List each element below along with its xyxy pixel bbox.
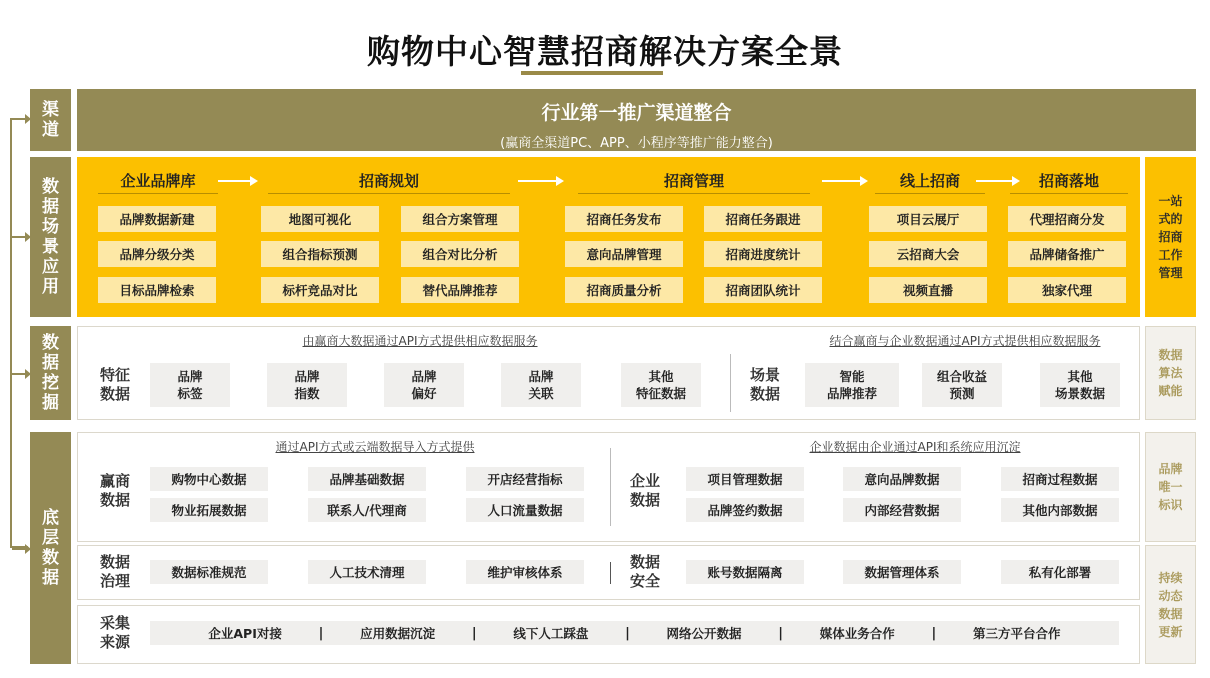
label-base: 底 层 数 据 xyxy=(30,432,71,664)
scene-item: 招商任务跟进 xyxy=(704,206,822,232)
right-label-base: 品牌 唯一 标识 xyxy=(1145,432,1196,542)
source-item: 应用数据沉淀 xyxy=(360,625,436,641)
title-underline xyxy=(521,71,663,75)
label-channel: 渠 道 xyxy=(30,89,71,151)
source-item: 线下人工踩盘 xyxy=(513,625,589,641)
source-item: 第三方平台合作 xyxy=(973,625,1061,641)
scene-item: 独家代理 xyxy=(1008,277,1126,303)
scene-item: 代理招商分发 xyxy=(1008,206,1126,232)
enterprise-item: 内部经营数据 xyxy=(843,498,961,522)
security-item: 账号数据隔离 xyxy=(686,560,804,584)
sources-label: 采集 来源 xyxy=(99,614,130,651)
feature-data-label: 特征 数据 xyxy=(99,366,130,403)
stage-line xyxy=(1010,193,1128,194)
label-mining: 数 据 挖 掘 xyxy=(30,326,71,420)
scene-item: 标杆竞品对比 xyxy=(261,277,379,303)
bracket-arrow-base xyxy=(12,548,28,550)
governance-label: 数据 治理 xyxy=(99,553,130,590)
scene-item: 项目云展厅 xyxy=(869,206,987,232)
scene-item: 意向品牌管理 xyxy=(565,241,683,267)
source-item: 企业API对接 xyxy=(208,625,282,641)
winshang-item: 联系人/代理商 xyxy=(308,498,426,522)
stage-brand-library: 企业品牌库 xyxy=(120,172,196,190)
base-note-right: 企业数据由企业通过API和系统应用沉淀 xyxy=(809,440,1021,454)
label-scene: 数 据 场 景 应 用 xyxy=(30,157,71,317)
feature-item: 品牌 偏好 xyxy=(384,363,464,407)
winshang-item: 开店经营指标 xyxy=(466,467,584,491)
divider xyxy=(610,562,611,584)
source-separator: | xyxy=(625,625,630,641)
arrow-icon xyxy=(822,180,866,182)
source-separator: | xyxy=(778,625,784,641)
source-item: 网络公开数据 xyxy=(666,625,742,641)
feature-item: 品牌 关联 xyxy=(501,363,581,407)
governance-item: 维护审核体系 xyxy=(466,560,584,584)
winshang-data-label: 赢商 数据 xyxy=(99,472,130,509)
scene-data-item: 其他 场景数据 xyxy=(1040,363,1120,407)
divider xyxy=(610,448,611,526)
scene-item: 组合对比分析 xyxy=(401,241,519,267)
enterprise-item: 其他内部数据 xyxy=(1001,498,1119,522)
feature-item: 其他 特征数据 xyxy=(621,363,701,407)
security-item: 数据管理体系 xyxy=(843,560,961,584)
feature-item: 品牌 标签 xyxy=(150,363,230,407)
winshang-item: 购物中心数据 xyxy=(150,467,268,491)
scene-item: 云招商大会 xyxy=(869,241,987,267)
scene-item: 视频直播 xyxy=(869,277,987,303)
divider xyxy=(730,354,731,412)
feature-item: 品牌 指数 xyxy=(267,363,347,407)
bracket-arrow-scene xyxy=(12,236,28,238)
stage-line xyxy=(875,193,985,194)
bracket-arrow-channel xyxy=(12,118,28,120)
bracket-arrow-mining xyxy=(12,373,28,375)
source-separator: | xyxy=(931,625,937,641)
winshang-item: 人口流量数据 xyxy=(466,498,584,522)
source-separator: | xyxy=(471,625,477,641)
page-title: 购物中心智慧招商解决方案全景 xyxy=(367,32,843,71)
winshang-item: 物业拓展数据 xyxy=(150,498,268,522)
enterprise-item: 品牌签约数据 xyxy=(686,498,804,522)
stage-online: 线上招商 xyxy=(899,172,960,190)
sources-bar xyxy=(150,621,1119,645)
security-item: 私有化部署 xyxy=(1001,560,1119,584)
mining-note-left: 由赢商大数据通过API方式提供相应数据服务 xyxy=(302,334,538,348)
right-label-scene: 一站 式的 招商 工作 管理 xyxy=(1145,157,1196,317)
enterprise-item: 项目管理数据 xyxy=(686,467,804,491)
scene-item: 招商进度统计 xyxy=(704,241,822,267)
scene-item: 品牌数据新建 xyxy=(98,206,216,232)
governance-item: 人工技术清理 xyxy=(308,560,426,584)
scene-data-item: 智能 品牌推荐 xyxy=(805,363,899,407)
stage-line xyxy=(98,193,218,194)
stage-line xyxy=(268,193,510,194)
stage-line xyxy=(578,193,810,194)
scene-item: 招商质量分析 xyxy=(565,277,683,303)
stage-planning: 招商规划 xyxy=(358,172,419,190)
scene-item: 替代品牌推荐 xyxy=(401,277,519,303)
channel-subtitle: (赢商全渠道PC、APP、小程序等推广能力整合) xyxy=(500,136,773,151)
security-label: 数据 安全 xyxy=(629,553,660,590)
mining-note-right: 结合赢商与企业数据通过API方式提供相应数据服务 xyxy=(829,334,1101,348)
governance-item: 数据标准规范 xyxy=(150,560,268,584)
stage-landing: 招商落地 xyxy=(1038,172,1099,190)
scene-data-label: 场景 数据 xyxy=(749,366,780,403)
scene-item: 招商团队统计 xyxy=(704,277,822,303)
scene-item: 招商任务发布 xyxy=(565,206,683,232)
channel-title: 行业第一推广渠道整合 xyxy=(541,102,732,124)
winshang-item: 品牌基础数据 xyxy=(308,467,426,491)
scene-data-item: 组合收益 预测 xyxy=(922,363,1002,407)
scene-item: 组合方案管理 xyxy=(401,206,519,232)
stage-management: 招商管理 xyxy=(663,172,724,190)
enterprise-item: 招商过程数据 xyxy=(1001,467,1119,491)
scene-item: 品牌分级分类 xyxy=(98,241,216,267)
source-item: 媒体业务合作 xyxy=(819,625,895,641)
right-label-mining: 数据 算法 赋能 xyxy=(1145,326,1196,420)
base-note-left: 通过API方式或云端数据导入方式提供 xyxy=(275,440,475,454)
enterprise-data-label: 企业 数据 xyxy=(629,472,660,509)
scene-item: 目标品牌检索 xyxy=(98,277,216,303)
left-bracket xyxy=(10,118,28,548)
enterprise-item: 意向品牌数据 xyxy=(843,467,961,491)
scene-item: 地图可视化 xyxy=(261,206,379,232)
channel-banner xyxy=(77,89,1196,151)
source-separator: | xyxy=(318,625,324,641)
scene-item: 品牌储备推广 xyxy=(1008,241,1126,267)
right-label-governance: 持续 动态 数据 更新 xyxy=(1145,545,1196,664)
arrow-icon xyxy=(518,180,562,182)
arrow-icon xyxy=(218,180,256,182)
scene-item: 组合指标预测 xyxy=(261,241,379,267)
